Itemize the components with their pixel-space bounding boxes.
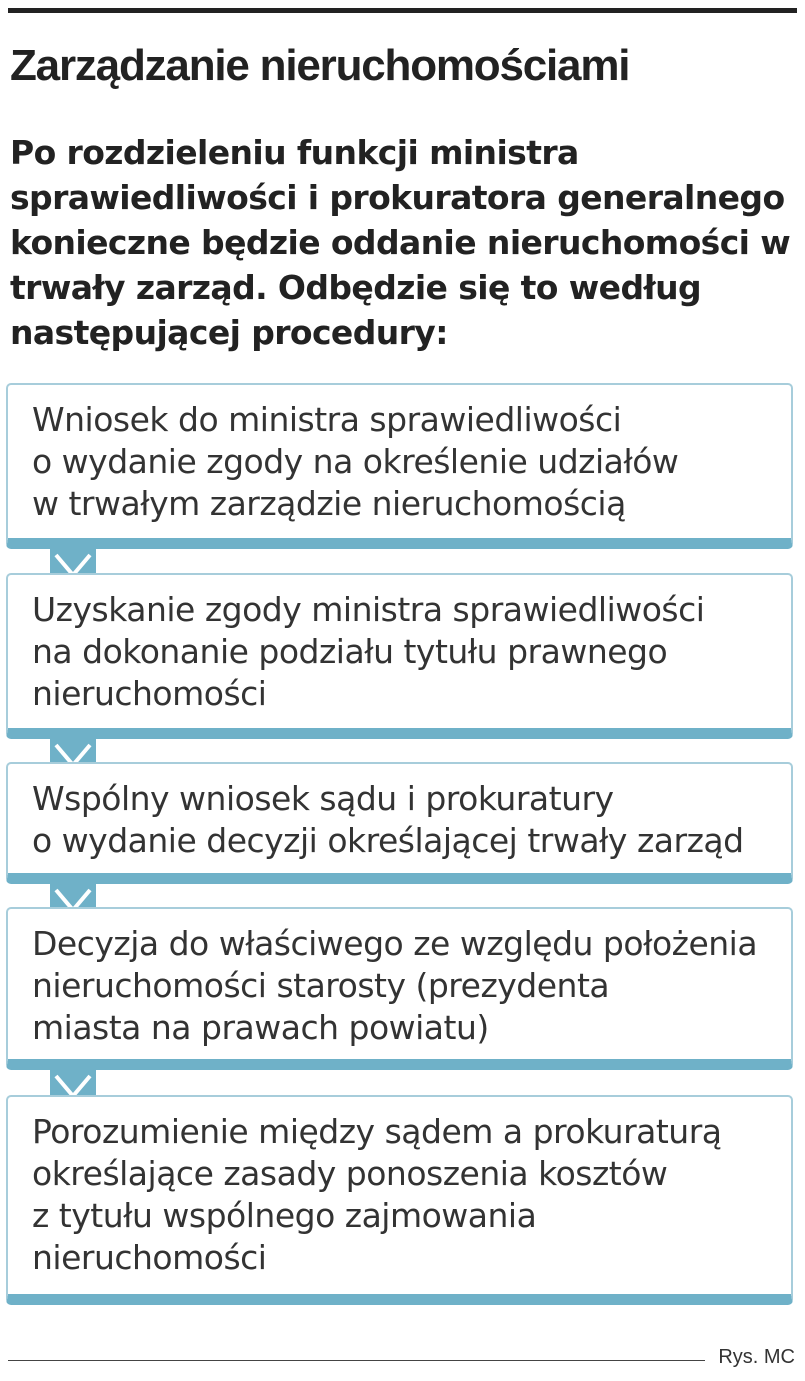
step-box-2: [6, 573, 793, 739]
step-text-1: Wniosek do ministra sprawiedliwości o wydanie zgody na określenie udziałów w trwałym zarządzie nieruchomością: [32, 400, 679, 523]
step-box-4: [6, 907, 793, 1070]
step-text-2: Uzyskanie zgody ministra sprawiedliwości na dokonanie podziału tytułu prawnego nieruchomości: [32, 590, 705, 713]
step-box-3: [6, 762, 793, 884]
top-rule: [8, 8, 797, 13]
diagram-title: Zarządzanie nieruchomościami: [10, 41, 630, 90]
step-text-5: Porozumienie między sądem a prokuraturą określające zasady ponoszenia kosztów z tytułu wspólnego zajmowania nieruchomości: [32, 1112, 722, 1277]
step-text-4: Decyzja do właściwego ze względu położenia nieruchomości starosty (prezydenta miasta na prawach powiatu): [32, 924, 758, 1047]
intro-text: Po rozdzieleniu funkcji ministra sprawiedliwości i prokuratora generalnego konieczne będzie oddanie nieruchomości w trwały zarząd. Odbędzie się to według następującej procedury:: [10, 133, 791, 352]
step-box-5: [6, 1095, 793, 1305]
step-text-3: Wspólny wniosek sądu i prokuratury o wydanie decyzji określającej trwały zarząd: [32, 779, 744, 860]
credit-label: Rys. MC: [718, 1346, 795, 1368]
bottom-rule: [8, 1360, 705, 1361]
step-box-1: [6, 383, 793, 549]
